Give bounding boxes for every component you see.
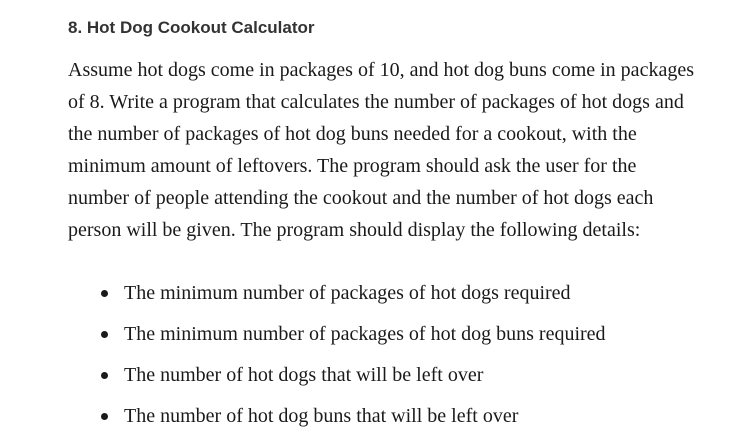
list-item-text: The number of hot dog buns that will be left over	[124, 405, 519, 427]
list-item-text: The number of hot dogs that will be left over	[124, 364, 484, 386]
paragraph-line: number of people attending the cookout and the number of hot dogs each	[68, 187, 654, 209]
list-item	[0, 400, 606, 441]
bullet-icon	[101, 413, 108, 420]
problem-description	[68, 54, 748, 246]
paragraph-line: Assume hot dogs come in packages of 10, and hot dog buns come in packages	[68, 59, 694, 81]
list-item-text: The minimum number of packages of hot dog buns required	[124, 323, 606, 345]
list-item	[0, 318, 606, 359]
list-item-text: The minimum number of packages of hot dogs required	[124, 282, 571, 304]
bullet-icon	[101, 290, 108, 297]
section-title: 8. Hot Dog Cookout Calculator	[68, 18, 315, 37]
list-item	[0, 359, 606, 400]
bullet-icon	[101, 331, 108, 338]
bullet-icon	[101, 372, 108, 379]
details-list	[0, 277, 606, 441]
paragraph-line: of 8. Write a program that calculates the number of packages of hot dogs and	[68, 91, 684, 113]
paragraph-line: person will be given. The program should display the following details:	[68, 219, 641, 241]
paragraph-line: minimum amount of leftovers. The program should ask the user for the	[68, 155, 637, 177]
list-item	[0, 277, 606, 318]
paragraph-line: the number of packages of hot dog buns needed for a cookout, with the	[68, 123, 637, 145]
